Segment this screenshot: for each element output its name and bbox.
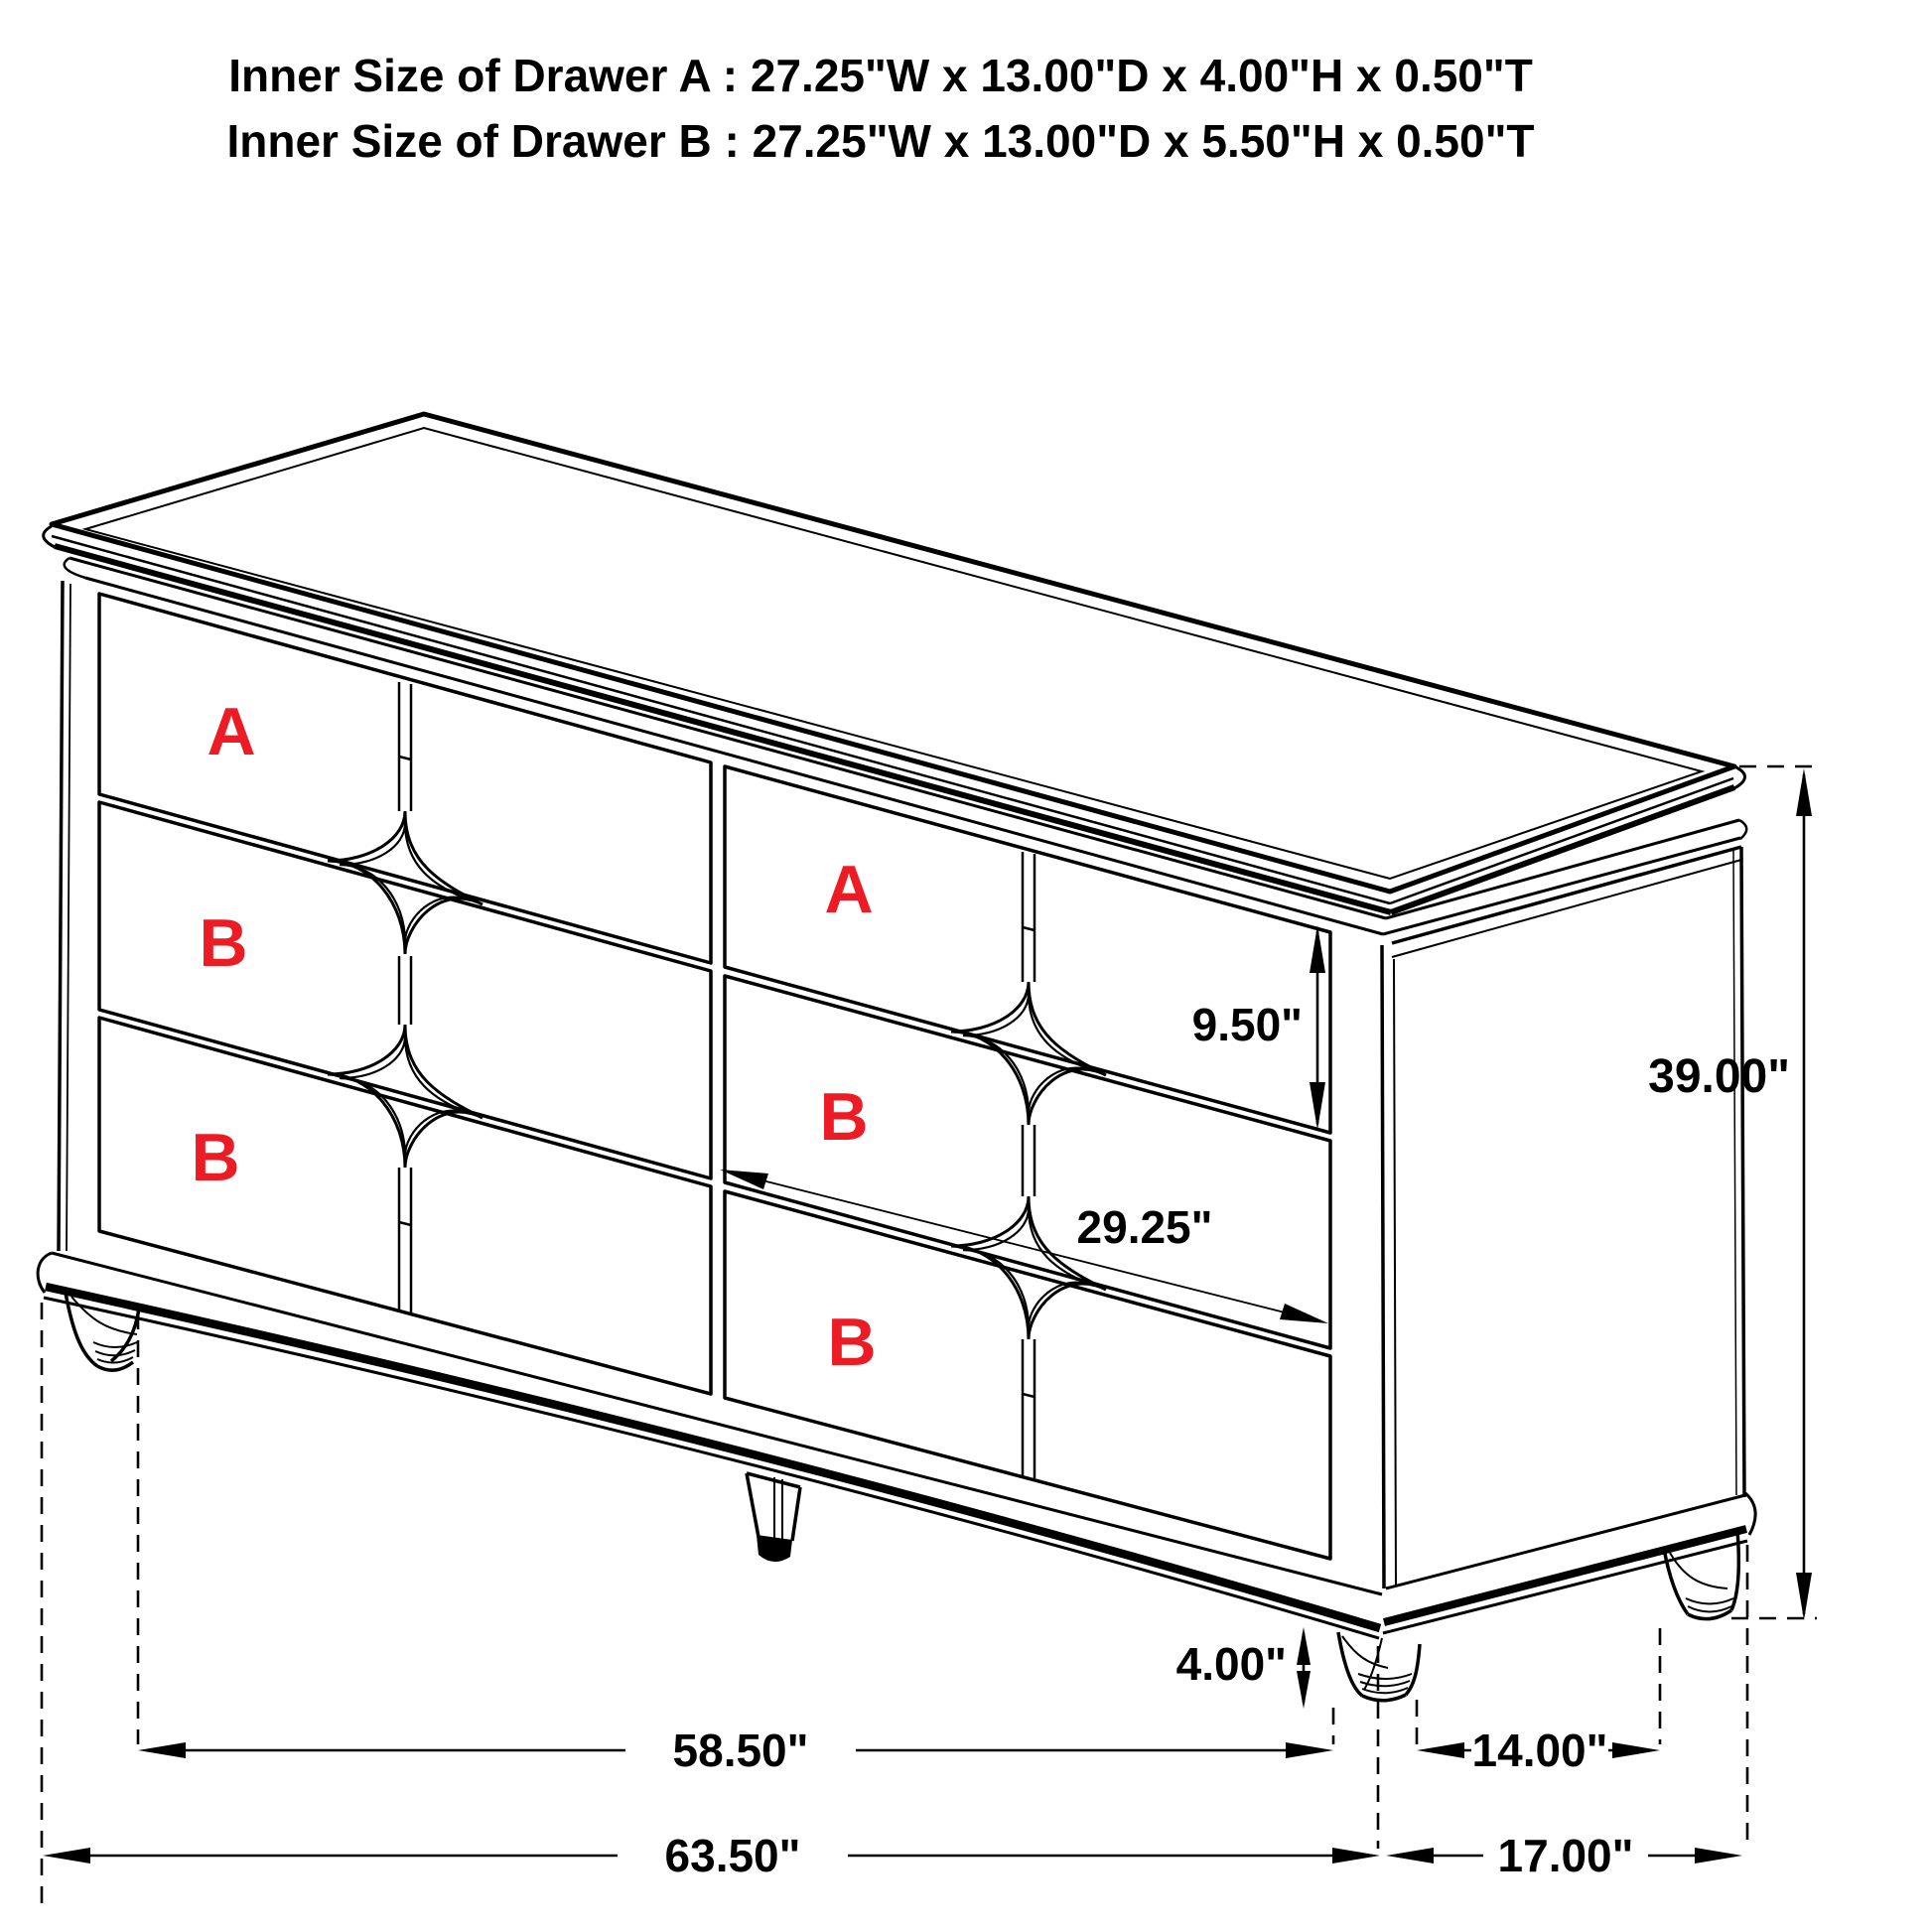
dim-overall-depth xyxy=(1386,1830,1742,1881)
case-left-edge xyxy=(59,581,63,1251)
dim-overall-height-label: 39.00" xyxy=(1648,1050,1790,1103)
cove-top xyxy=(69,558,1386,918)
title-drawer-a: Inner Size of Drawer A : 27.25"W x 13.00"D x 4.00"H x 0.50"T xyxy=(228,50,1533,101)
side-rear-edge xyxy=(1741,847,1744,1497)
base-rail xyxy=(38,1253,1755,1638)
label-left-bottom: B xyxy=(191,1120,240,1195)
title-drawer-b: Inner Size of Drawer B : 27.25"W x 13.00"D x 5.50"H x 0.50"T xyxy=(226,115,1535,167)
dim-side-leg-span xyxy=(1417,1725,1660,1776)
rail-top xyxy=(52,1253,1382,1594)
corner-edge-accent xyxy=(1394,959,1396,1587)
dim-leg-height-label: 4.00" xyxy=(1175,1638,1287,1690)
label-right-bottom: B xyxy=(827,1305,877,1380)
drawer-fronts xyxy=(99,594,1330,1559)
cove-side-top xyxy=(1386,820,1739,918)
dim-leg-height xyxy=(1176,1627,1311,1709)
side-rail-contour xyxy=(1383,1541,1747,1633)
label-right-top: A xyxy=(824,852,874,927)
dim-side-leg-span-label: 14.00" xyxy=(1471,1725,1608,1776)
slab-lip-side-2 xyxy=(1391,787,1734,912)
label-right-middle: B xyxy=(819,1079,869,1155)
side-rail-cap xyxy=(1745,1493,1755,1535)
front-middle-leg-foot xyxy=(757,1535,792,1562)
rail-bottom-thick xyxy=(46,1287,1380,1628)
label-left-top: A xyxy=(207,694,256,769)
cove-cap-right xyxy=(1739,820,1746,839)
dim-overall-width-label: 63.50" xyxy=(664,1830,801,1881)
drawer-letters xyxy=(191,694,876,1380)
dim-front-leg-span xyxy=(138,1725,1333,1776)
front-middle-leg xyxy=(747,1473,800,1562)
dim-front-leg-span-label: 58.50" xyxy=(672,1725,809,1776)
case-left-edge-accent xyxy=(67,584,70,1251)
dim-top-drawer-height-label: 9.50" xyxy=(1191,999,1303,1050)
star-left-upper xyxy=(328,811,483,954)
corner-edge xyxy=(1382,945,1384,1588)
slab-cap-right xyxy=(1734,766,1745,788)
drawer-b2-left xyxy=(99,1018,711,1394)
dim-overall-depth-label: 17.00" xyxy=(1497,1830,1634,1881)
top-face xyxy=(52,414,1734,892)
left-strip xyxy=(399,682,411,1312)
dim-overall-width xyxy=(43,1830,1380,1881)
side-rear-accent xyxy=(1733,850,1736,1495)
dim-overall-height xyxy=(1648,768,1812,1620)
star-left-lower xyxy=(328,1025,483,1168)
cove-bottom xyxy=(85,578,1383,934)
right-strip xyxy=(1023,852,1035,1478)
dim-drawer-width-label: 29.25" xyxy=(1076,1201,1213,1253)
case-edges xyxy=(59,581,1744,1588)
label-left-middle: B xyxy=(199,905,248,981)
star-right-upper xyxy=(951,982,1106,1125)
